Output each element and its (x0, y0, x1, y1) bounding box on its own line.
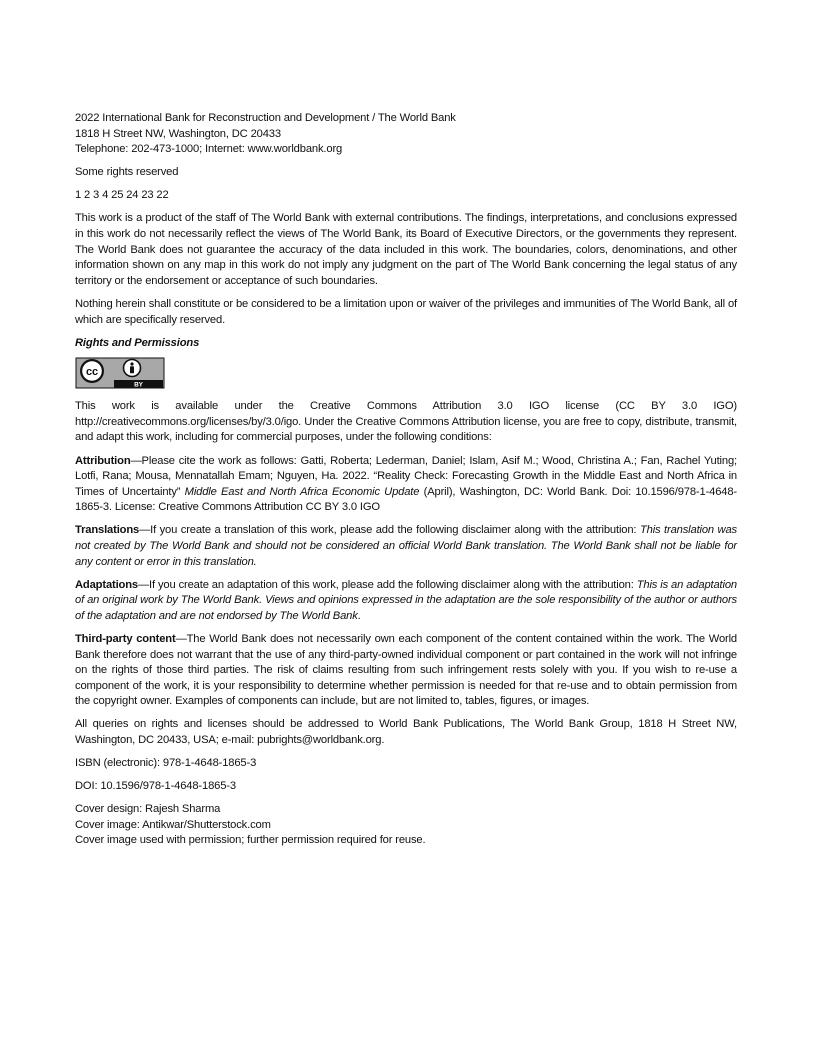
attribution-text-end: (April), Washington, DC: World Bank. Doi: 10.1596/978-1-4648-1865-3. License: Creative Commons Attribution CC BY 3.0 IGO (75, 485, 738, 514)
cc-mark: cc (86, 366, 98, 379)
print-line: 1 2 3 4 25 24 23 22 (75, 189, 169, 202)
isbn-line: ISBN (electronic): 978-1-4648-1865-3 (75, 757, 257, 770)
rights-reserved: Some rights reserved (75, 166, 179, 179)
license-paragraph: This work is available under the Creative Commons Attribution 3.0 IGO license (CC BY 3.0 IGO) http://creativecommons.org/licenses/by/3.0/igo. Under the Creative Commons Attribution license, you are free to copy, distribute, transmit, and adapt this work, including for commercial purposes, under the following conditions: (75, 400, 737, 444)
cc-by-icon (75, 357, 165, 389)
immunities-paragraph: Nothing herein shall constitute or be considered to be a limitation upon or waiver of the privileges and immunities of The World Bank, all of which are specifically reserved. (75, 297, 737, 326)
cover-permission: Cover image used with permission; further permission required for reuse. (75, 834, 426, 847)
translations-lead: Translations (75, 524, 140, 537)
copyright-line: 2022 International Bank for Reconstruction and Development / The World Bank (75, 112, 456, 124)
adaptations-text: —If you create an adaptation of this work, please add the following disclaimer along with the attribution: (138, 578, 637, 591)
translations-disclaimer: This translation was not created by The World Bank and should not be considered an official World Bank translation. The World Bank shall not be liable for any content or error in this translation. (75, 524, 738, 568)
attribution-paragraph (75, 454, 737, 516)
third-party-text: —The World Bank does not necessarily own each component of the content contained within the work. The World Bank therefore does not warrant that the use of any third-party-owned individual component or part contained in the work will not infringe on the rights of those third parties. The risk of claims resulting from such infringement rests solely with you. If you wish to re-use a component of the work, it is your responsibility to determine whether permission is needed for that re-use and to obtain permission from the copyright owner. Examples of components can include, but are not limited to, tables, figures, or images. (75, 632, 738, 708)
rights-heading: Rights and Permissions (75, 336, 200, 349)
adaptations-lead: Adaptations (75, 578, 138, 591)
third-party-paragraph (75, 632, 737, 710)
cc-by-badge (75, 357, 737, 389)
publisher-block (75, 111, 737, 158)
translations-paragraph (75, 523, 737, 570)
queries-paragraph: All queries on rights and licenses should be addressed to World Bank Publications, The World Bank Group, 1818 H Street NW, Washington, DC 20433, USA; e-mail: pubrights@worldbank.org. (75, 718, 737, 746)
contact-line: Telephone: 202-473-1000; Internet: www.worldbank.org (75, 143, 343, 156)
third-party-lead: Third-party content (75, 632, 176, 645)
copyright-page (75, 111, 737, 857)
cover-credits (75, 802, 737, 849)
adaptations-disclaimer: This is an adaptation of an original work by The World Bank. Views and opinions expressed in the adaptation are the sole responsibility of the author or authors of the adaptation and are not endorsed by The World Bank (75, 578, 737, 622)
by-person-body (130, 367, 134, 374)
attribution-lead: Attribution (75, 454, 131, 467)
attribution-title: Middle East and North Africa Economic Update (184, 485, 420, 498)
adaptations-end: . (357, 609, 361, 622)
by-person-head (130, 363, 133, 366)
address-line: 1818 H Street NW, Washington, DC 20433 (75, 127, 281, 140)
disclaimer-paragraph: This work is a product of the staff of The World Bank with external contributions. The findings, interpretations, and conclusions expressed in this work do not necessarily reflect the views of The World Bank, its Board of Executive Directors, or the governments they represent. The World Bank does not guarantee the accuracy of the data included in this work. The boundaries, colors, denominations, and other information shown on any map in this work do not imply any judgment on the part of The World Bank concerning the legal status of any territory or the endorsement or acceptance of such boundaries. (75, 212, 737, 287)
attribution-text: —Please cite the work as follows: Gatti, Roberta; Lederman, Daniel; Islam, Asif M.; Wood, Christina A.; Fan, Rachel Yuting; Lotfi, Rana; Mousa, Mennatallah Emam; Nguyen, Ha. 2022. “Reality Check: Forecasting Growth in the Middle East and North Africa in Times of Uncertainty” (75, 454, 737, 498)
adaptations-paragraph (75, 578, 737, 625)
cover-image: Cover image: Antikwar/Shutterstock.com (75, 818, 271, 831)
by-label: BY (134, 381, 143, 389)
doi-line: DOI: 10.1596/978-1-4648-1865-3 (75, 780, 236, 793)
cover-design: Cover design: Rajesh Sharma (75, 803, 221, 816)
translations-text: —If you create a translation of this work, please add the following disclaimer along with the attribution: (139, 524, 640, 537)
